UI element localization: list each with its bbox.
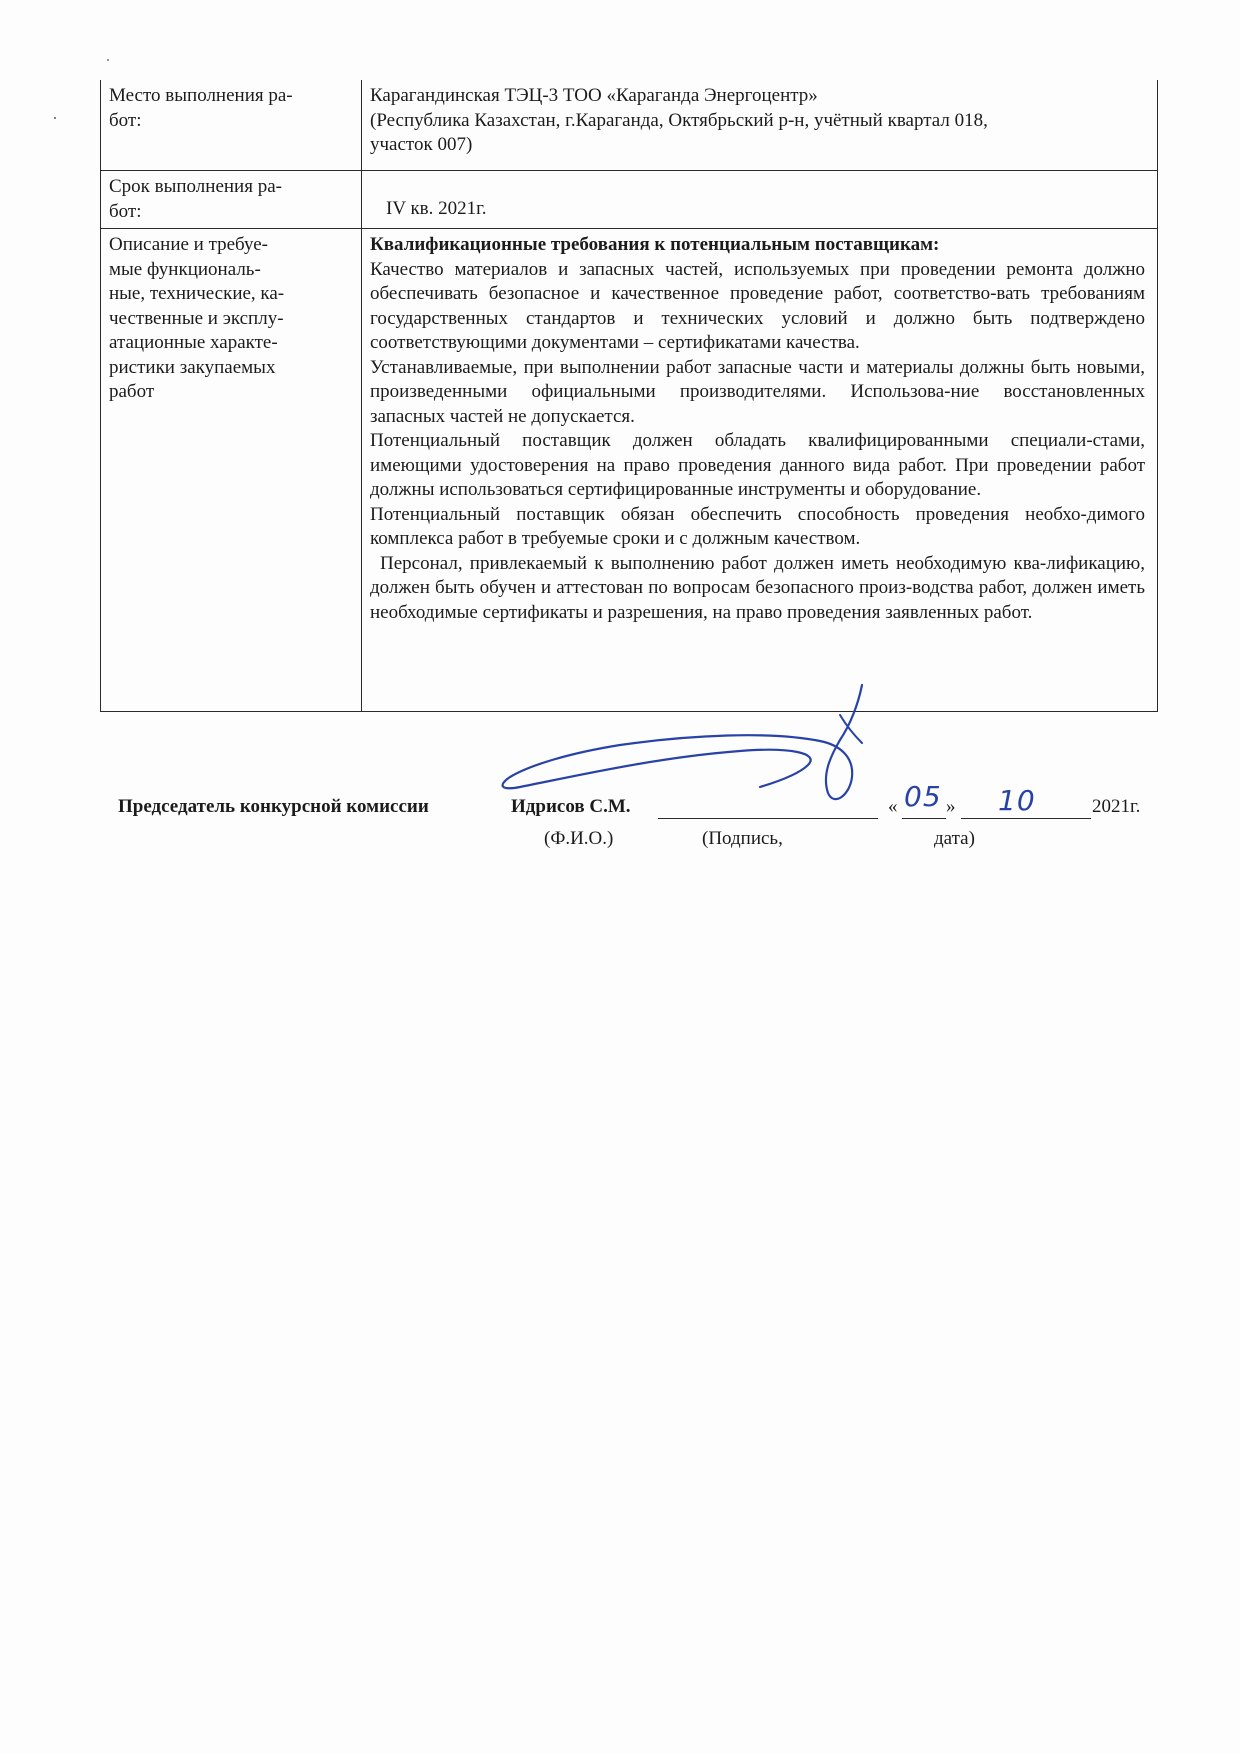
place-value-cell: [362, 80, 1158, 171]
description-value-cell: [362, 229, 1158, 712]
day-underline: [902, 818, 946, 819]
month-underline: [961, 818, 1091, 819]
requirement-paragraph: Персонал, привлекаемый к выполнению работ должен иметь необходимую ква-лификацию, должен быть обучен и аттестован по вопросам безопасного произ-водства работ, должен иметь необходимые сертификаты и разрешения, на право проведения заявленных работ.: [370, 552, 1145, 623]
requirement-paragraph: Потенциальный поставщик обязан обеспечить способность проведения необхо-димого комплекса работ в требуемые сроки и с должным качеством.: [370, 503, 1145, 549]
place-label-cell: [101, 80, 362, 171]
year-label: 2021г.: [1092, 796, 1141, 817]
table-row-place: [101, 80, 1158, 171]
chairman-name: Идрисов С.М.: [511, 796, 631, 817]
term-value-cell: [362, 171, 1158, 229]
requirement-paragraph: Потенциальный поставщик должен обладать квалифицированными специали-стами, имеющими удостоверения на право проведения данного вида работ. При проведении работ должны использоваться сертифицированные инструменты и оборудование.: [370, 430, 1145, 500]
handwritten-month: 10: [998, 784, 1036, 817]
description-label-cell: [101, 229, 362, 712]
handwritten-day: 05: [904, 780, 942, 813]
table-row-description: [101, 229, 1158, 712]
term-label-cell: [101, 171, 362, 229]
term-value: IV кв. 2021г.: [386, 198, 487, 219]
requirements-table: [100, 80, 1158, 712]
requirement-paragraph: Качество материалов и запасных частей, используемых при проведении ремонта должно обеспечивать безопасное и качественное проведение работ, соответство-вать требованиям государственных стандартов и технических условий и должно быть подтверждено соответствующими документами – сертификатами качества.: [370, 258, 1145, 353]
place-label: Место выполнения ра- бот:: [109, 85, 293, 131]
requirement-paragraph: Устанавливаемые, при выполнении работ запасные части и материалы должны быть новыми, произведенными официальными производителями. Использова-ние восстановленных запасных частей не допускается.: [370, 356, 1145, 427]
signature-underline: [658, 818, 878, 819]
date-quote-open: «: [888, 796, 898, 817]
place-value: Карагандинская ТЭЦ-3 ТОО «Караганда Энергоцентр» (Республика Казахстан, г.Караганда, Октябрьский р-н, учётный квартал 018, участок 007): [370, 85, 988, 155]
description-label: Описание и требуе- мые функциональ- ные, технические, ка- чественные и эксплу- атационные характе- ристики закупаемых работ: [109, 234, 285, 402]
date-quote-close: »: [946, 796, 956, 817]
qualification-heading: Квалификационные требования к потенциальным поставщикам:: [370, 234, 940, 255]
caption-date: дата): [934, 828, 975, 849]
chairman-title: Председатель конкурсной комиссии: [118, 796, 429, 817]
caption-signature: (Подпись,: [702, 828, 783, 849]
term-label: Срок выполнения ра- бот:: [109, 176, 282, 222]
table-row-term: [101, 171, 1158, 229]
caption-fio: (Ф.И.О.): [544, 828, 614, 849]
